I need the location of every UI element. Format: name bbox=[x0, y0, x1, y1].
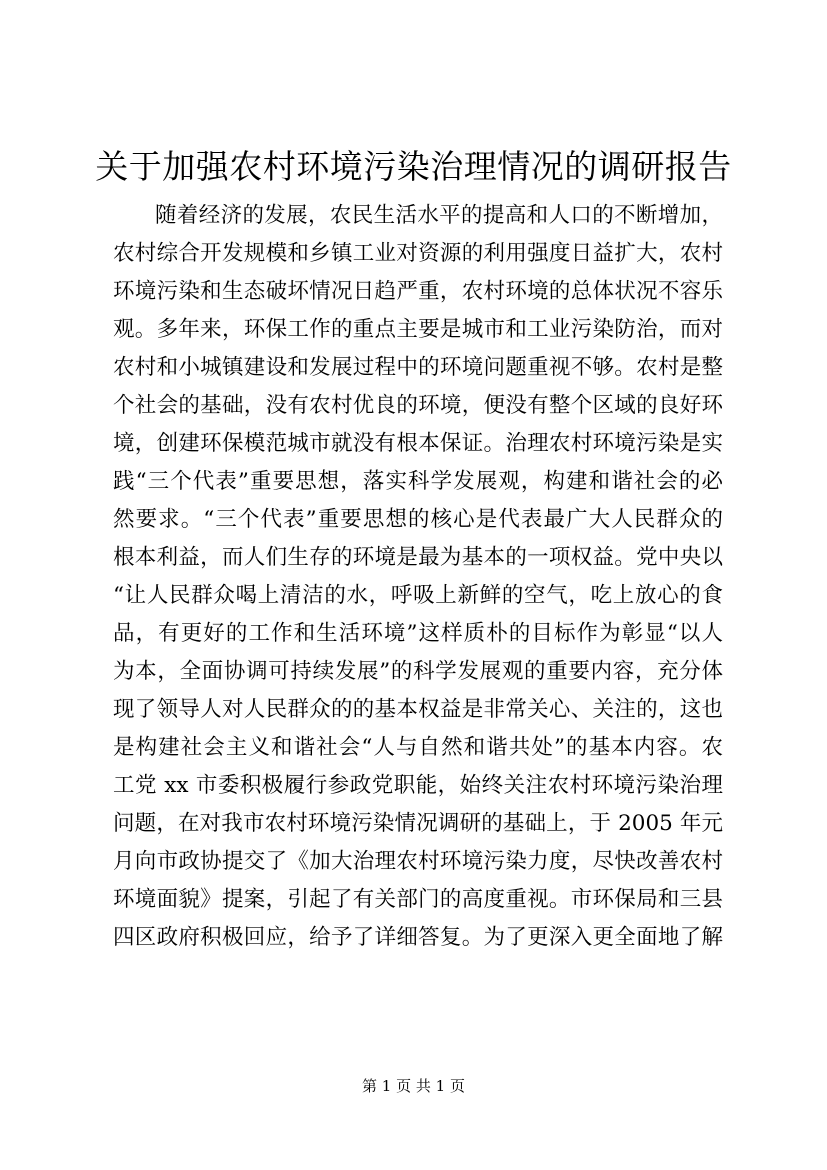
body-line: 月向市政协提交了《加大治理农村环境污染力度，尽快改善农村 bbox=[113, 849, 723, 874]
body-line: 然要求。“三个代表”重要思想的核心是代表最广大人民群众的 bbox=[113, 507, 723, 532]
body-line: 境，创建环保模范城市就没有根本保证。治理农村环境污染是实 bbox=[113, 431, 723, 456]
body-line: 现了领导人对人民群众的的基本权益是非常关心、关注的，这也 bbox=[113, 697, 723, 722]
page-footer: 第 1 页 共 1 页 bbox=[362, 1077, 465, 1095]
body-line: 随着经济的发展，农民生活水平的提高和人口的不断增加， bbox=[155, 203, 723, 228]
body-line: 根本利益，而人们生存的环境是最为基本的一项权益。党中央以 bbox=[113, 545, 723, 570]
body-line: 践“三个代表”重要思想，落实科学发展观，构建和谐社会的必 bbox=[113, 469, 723, 494]
body-line: “让人民群众喝上清洁的水，呼吸上新鲜的空气，吃上放心的食 bbox=[113, 583, 723, 608]
body-line: 农村综合开发规模和乡镇工业对资源的利用强度日益扩大，农村 bbox=[113, 241, 723, 266]
body-line: 环境污染和生态破坏情况日趋严重，农村环境的总体状况不容乐 bbox=[113, 279, 723, 304]
body-line: 为本，全面协调可持续发展”的科学发展观的重要内容，充分体 bbox=[113, 659, 723, 684]
document-title: 关于加强农村环境污染治理情况的调研报告 bbox=[95, 147, 732, 186]
body-line: 个社会的基础，没有农村优良的环境，便没有整个区域的良好环 bbox=[113, 393, 723, 418]
body-line: 问题，在对我市农村环境污染情况调研的基础上，于 2005 年元 bbox=[113, 811, 723, 836]
body-line: 环境面貌》提案，引起了有关部门的高度重视。市环保局和三县 bbox=[113, 887, 723, 912]
body-line: 观。多年来，环保工作的重点主要是城市和工业污染防治，而对 bbox=[113, 317, 723, 342]
body-line: 工党 xx 市委积极履行参政党职能，始终关注农村环境污染治理 bbox=[113, 773, 723, 798]
body-line: 四区政府积极回应，给予了详细答复。为了更深入更全面地了解 bbox=[113, 925, 723, 950]
body-line: 是构建社会主义和谐社会“人与自然和谐共处”的基本内容。农 bbox=[113, 735, 723, 760]
body-line: 品，有更好的工作和生活环境”这样质朴的目标作为彰显“以人 bbox=[113, 621, 723, 646]
body-line: 农村和小城镇建设和发展过程中的环境问题重视不够。农村是整 bbox=[113, 355, 723, 380]
